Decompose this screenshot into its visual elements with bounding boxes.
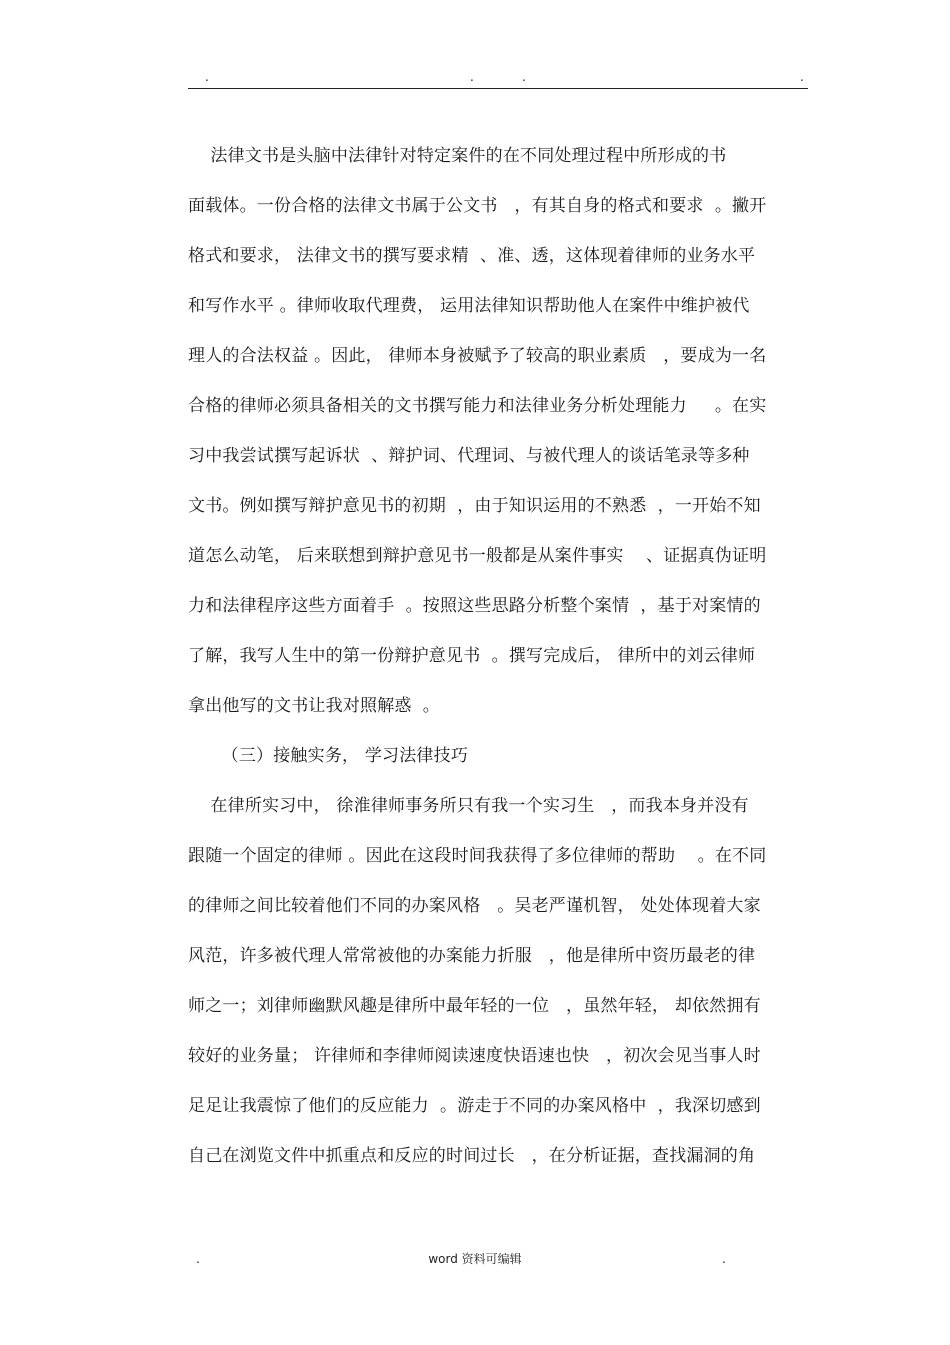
body-line: 较好的业务量； 许律师和李律师阅读速度快语速也快 ，初次会见当事人时 [188, 1046, 761, 1066]
header-rule [188, 88, 808, 89]
document-body [188, 140, 808, 1190]
header-dot-2: . [470, 70, 474, 84]
body-line: 格式和要求， 法律文书的撰写要求精 、准、透，这体现着律师的业务水平 [188, 246, 756, 266]
body-line: 习中我尝试撰写起诉状 、辩护词、代理词、与被代理人的谈话笔录等多种 [188, 446, 750, 466]
body-line: 理人的合法权益 。因此， 律师本身被赋予了较高的职业素质 ，要成为一名 [188, 346, 767, 366]
footer-label: word 资料可编辑 [428, 1252, 522, 1266]
header-dot-4: . [800, 70, 804, 84]
body-line: 和写作水平 。律师收取代理费， 运用法律知识帮助他人在案件中维护被代 [188, 296, 750, 316]
body-line: 道怎么动笔， 后来联想到辩护意见书一般都是从案件事实 、证据真伪证明 [188, 546, 767, 566]
section-heading: （三）接触实务， 学习法律技巧 [188, 746, 469, 766]
body-line: 足足让我震惊了他们的反应能力 。游走于不同的办案风格中 ，我深切感到 [188, 1096, 761, 1116]
footer-dot-right: . [722, 1252, 726, 1266]
body-line: 面载体。一份合格的法律文书属于公文书 ，有其自身的格式和要求 。撇开 [188, 196, 767, 216]
header-dot-3: . [522, 70, 526, 84]
body-line: 文书。例如撰写辩护意见书的初期 ，由于知识运用的不熟悉 ，一开始不知 [188, 496, 761, 516]
body-line: 在律所实习中， 徐淮律师事务所只有我一个实习生 ，而我本身并没有 [188, 796, 749, 816]
body-line: 了解，我写人生中的第一份辩护意见书 。撰写完成后， 律所中的刘云律师 [188, 646, 756, 666]
body-line: 的律师之间比较着他们不同的办案风格 。吴老严谨机智， 处处体现着大家 [188, 896, 761, 916]
body-line: 拿出他写的文书让我对照解惑 。 [188, 696, 441, 716]
body-line: 法律文书是头脑中法律针对特定案件的在不同处理过程中所形成的书 [188, 146, 727, 166]
header-dot-1: . [205, 70, 209, 84]
body-line: 师之一；刘律师幽默风趣是律所中最年轻的一位 ，虽然年轻， 却依然拥有 [188, 996, 761, 1016]
footer-dot-left: . [196, 1252, 200, 1266]
body-line: 风范，许多被代理人常常被他的办案能力折服 ，他是律所中资历最老的律 [188, 946, 756, 966]
body-line: 合格的律师必须具备相关的文书撰写能力和法律业务分析处理能力 。在实 [188, 396, 767, 416]
body-line: 跟随一个固定的律师 。因此在这段时间我获得了多位律师的帮助 。在不同 [188, 846, 767, 866]
body-line: 自己在浏览文件中抓重点和反应的时间过长 ，在分析证据，查找漏洞的角 [188, 1146, 756, 1166]
body-line: 力和法律程序这些方面着手 。按照这些思路分析整个案情 ，基于对案情的 [188, 596, 761, 616]
